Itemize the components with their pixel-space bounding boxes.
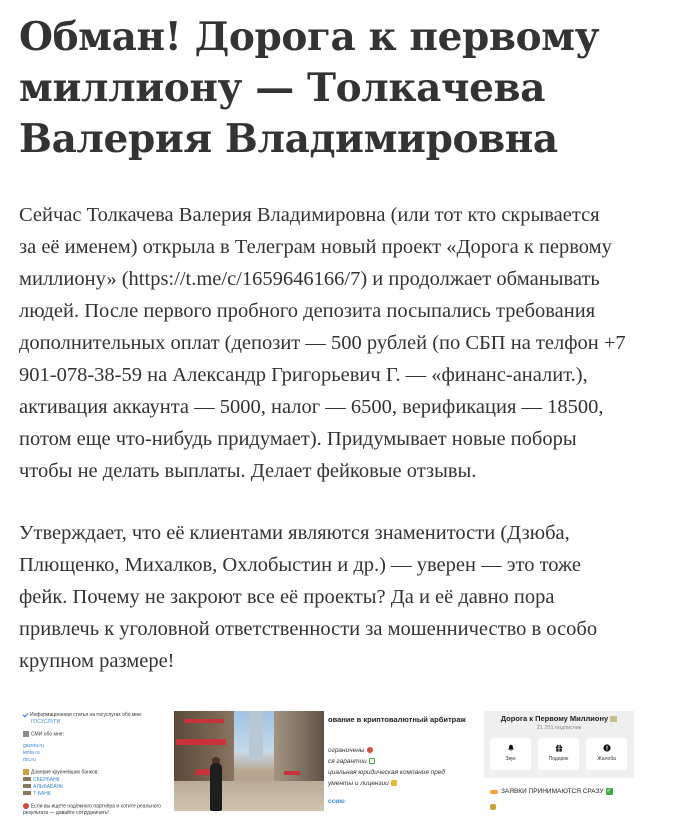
trophy-icon: [490, 804, 496, 810]
rocket-icon: [367, 747, 373, 753]
paragraph-line: чтобы не делать выплаты. Делает фейковые отзывы.: [19, 460, 477, 482]
info-row: [23, 731, 167, 738]
paragraph-line: привлечь к уголовной ответственности за мошенничество в особо: [19, 618, 598, 640]
article-title: [19, 12, 659, 165]
bank-name: СБЕРБАНК: [33, 776, 60, 783]
gallery-image-street-photo[interactable]: [174, 711, 324, 811]
paragraph-line: 901-078-38-59 на Александр Григорьевич Г. — «финанс-аналит.),: [19, 364, 588, 386]
report-button: [586, 738, 627, 770]
paragraph-line: миллиону» (https://t.me/c/1659646166/7) и продолжает обманывать: [19, 268, 600, 290]
bank-link: [23, 784, 167, 791]
crypto-line: [328, 747, 373, 754]
channel-message-2: [490, 804, 499, 811]
newspaper-icon: [23, 731, 29, 737]
crypto-text: ся гарантии: [328, 758, 367, 765]
money-icon: [610, 716, 617, 722]
media-link: rbc.ru: [23, 757, 36, 764]
title-line: Валерия Владимировна: [19, 116, 558, 162]
gallery-image-crypto-screenshot[interactable]: [324, 711, 482, 811]
title-line: миллиону — Толкачева: [19, 65, 546, 111]
sound-button: [490, 738, 531, 770]
gallery-image-info-screenshot[interactable]: [19, 710, 171, 816]
paragraph-line: Утверждает, что её клиентами являются знаменитости (Дзюба,: [19, 522, 570, 544]
paragraph-line: людей. После первого пробного депозита посыпались требования: [19, 300, 596, 322]
photo-awning: [176, 739, 226, 745]
gallery-image-telegram-screenshot[interactable]: [484, 711, 634, 811]
info-text: Если вы ищете надёжного партнёра и хотите реального: [31, 802, 162, 809]
paragraph-line: Плющенко, Михалков, Охлобыстин и др.) — уверен — это тоже: [19, 554, 582, 576]
crypto-line: [328, 780, 397, 787]
paragraph-line: Сейчас Толкачева Валерия Владимировна (или тот кто скрывается: [19, 204, 600, 226]
crypto-line: [328, 758, 375, 765]
rocket-icon: [23, 803, 29, 809]
bank-name: Т-БАНК: [33, 790, 51, 797]
title-line: Обман! Дорога к первому: [19, 14, 600, 60]
media-link: lenta.ru: [23, 750, 40, 757]
crypto-text: ограничены: [328, 747, 365, 754]
checkmark-icon: [23, 712, 29, 718]
channel-title: [484, 714, 634, 723]
article-paragraph-2: [19, 517, 597, 677]
image-gallery: [0, 700, 676, 816]
crypto-link: ссию: [328, 798, 345, 805]
bank-link: [23, 777, 167, 784]
photo-street: [174, 781, 324, 811]
chart-up-icon: [369, 758, 375, 764]
media-link: gazeta.ru: [23, 743, 44, 750]
channel-message: [490, 788, 613, 795]
subscriber-count: 21 201 подписчик: [536, 725, 582, 731]
crypto-text: ументы и лицензии: [328, 780, 389, 787]
bank-icon: [23, 769, 29, 775]
channel-card: [484, 711, 634, 778]
sound-label: Звук: [505, 756, 516, 762]
paragraph-line: за её именем) открыла в Телеграм новый проект «Дорога к первому: [19, 236, 612, 258]
paragraph-line: крупном размере!: [19, 650, 175, 672]
flag-icon: [23, 791, 31, 795]
flag-icon: [23, 777, 31, 781]
bank-name: АЛЬФАБАНК: [33, 783, 64, 790]
channel-title-text: Дорога к Первому Миллиону: [500, 714, 609, 723]
flag-icon: [23, 784, 31, 788]
info-row: [23, 803, 167, 810]
check-icon: ✓: [606, 788, 612, 794]
gift-icon: [555, 744, 563, 752]
photo-awning: [284, 771, 300, 775]
info-row: [23, 769, 167, 776]
gift-button: [538, 738, 579, 770]
message-text: ЗАЯВКИ ПРИНИМАЮТСЯ СРАЗУ: [501, 788, 604, 796]
island-icon: [391, 780, 397, 786]
photo-tower: [249, 711, 263, 761]
bank-link: [23, 791, 167, 798]
info-text: Информационная статья на госуслугах обо мне:: [30, 712, 143, 718]
paragraph-line: фейк. Почему не закроют все её проекты? Да и её давно пора: [19, 586, 555, 608]
bell-icon: [507, 744, 515, 752]
pointing-hand-icon: [490, 790, 498, 794]
gift-label: Подарок: [548, 756, 569, 762]
crypto-heading: ование в криптовалютный арбитраж: [328, 715, 466, 724]
info-row: [23, 712, 167, 719]
article-paragraph-1: [19, 199, 626, 487]
info-text: Доверие крупнейших банков:: [31, 769, 99, 776]
info-row: результата — давайте сотрудничать!: [23, 809, 109, 816]
photo-awning: [184, 719, 224, 723]
paragraph-line: активация аккаунта — 5000, налог — 6500, верификация — 18500,: [19, 396, 604, 418]
paragraph-line: дополнительных оплат (депозит — 500 рублей (по СБП на телфон +7: [19, 332, 626, 354]
photo-person: [210, 763, 222, 811]
info-text: СМИ обо мне:: [31, 731, 64, 738]
gosuslugi-link: ГОСУСЛУГИ: [31, 719, 61, 725]
alert-icon: [603, 744, 611, 752]
report-label: Жалоба: [597, 756, 616, 762]
crypto-line: циальная юридическая компания пред: [328, 769, 445, 776]
paragraph-line: потом еще что-нибудь придумает). Придумывает новые поборы: [19, 428, 577, 450]
